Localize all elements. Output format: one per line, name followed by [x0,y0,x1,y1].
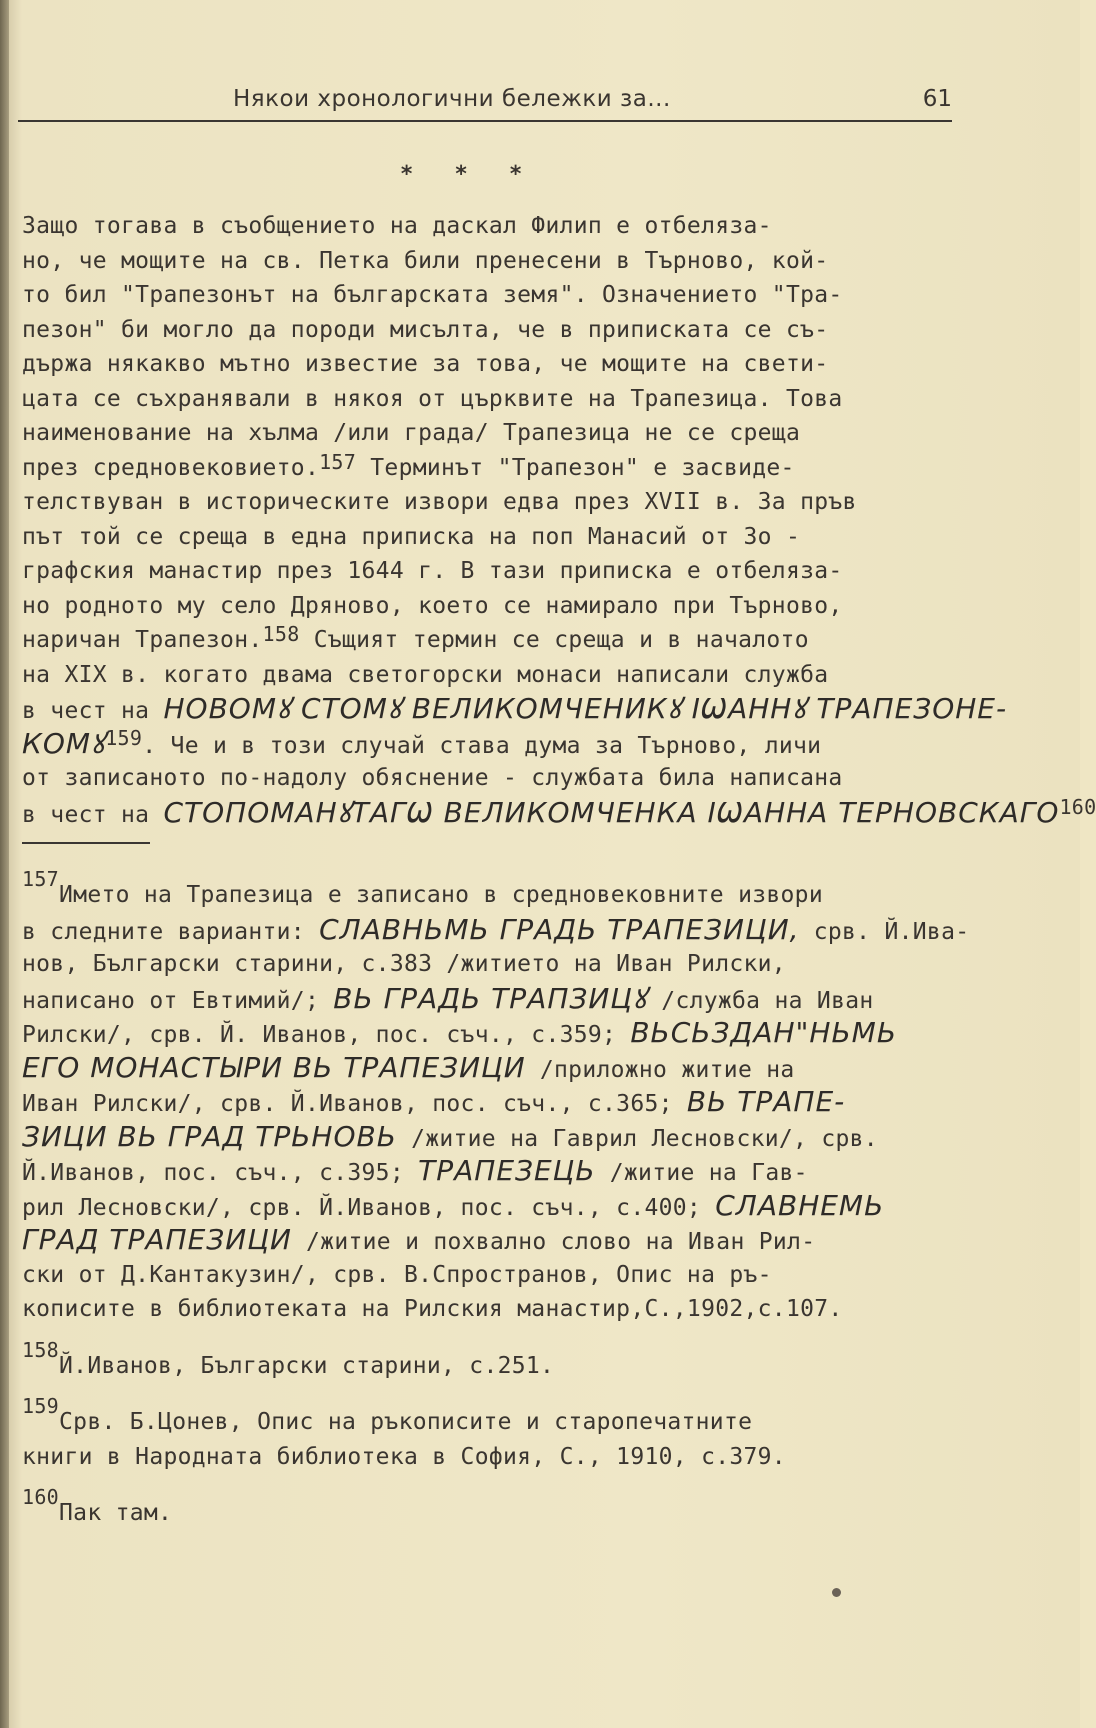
footnote-line [22,1085,972,1120]
text-line [22,589,962,624]
handwritten-church-slavonic: ЗИЦИ ВЬ ГРАД ТРЬНОВЬ [22,1119,397,1153]
footnotes [22,867,972,1531]
text-run: път той се среща в една приписка на поп Манасий от Зо - [22,523,801,550]
text-run: на XIX в. когато двама светогорски монаси написали служба [22,661,829,688]
text-line [22,347,962,382]
handwritten-church-slavonic: СТОПОМАНꙋТАГѠ ВЕЛИКОМЧЕНКА ІѠАННА ТЕРНОВСКАГО [163,795,1060,829]
footnote [22,1394,972,1474]
footnote-gap [22,1383,972,1405]
footnote-reference: 158 [262,622,300,646]
footnote-number: 157 [22,867,60,891]
text-run: ски от Д.Кантакузин/, срв. В.Спространов, Опис на ръ- [22,1261,772,1288]
handwritten-church-slavonic: ЕГО МОНАСТЫРИ ВЬ ТРАПЕЗИЦИ [22,1050,526,1084]
text-run: телствуван в историческите извори едва през XVII в. За пръв [22,489,857,515]
footnote-line [22,1189,972,1224]
text-run: /житие на Гаврил Лесновски/, срв. [396,1125,878,1152]
text-run: . Че и в този случай става дума за Търново, личи [142,732,822,759]
text-line [22,244,962,279]
text-run: в следните варианти: [22,918,320,945]
text-run: но, че мощите на св. Петка били пренесени в Търново, кой- [22,247,829,274]
section-separator: * * * [400,162,537,187]
text-run: Терминът "Трапезон" е засвиде- [356,454,795,481]
text-run: графския манастир през 1644 г. В тази приписка е отбеляза- [22,558,843,584]
text-run: кописите в библиотеката на Рилския манастир,С.,1902,с.107. [22,1296,843,1322]
text-run: /приложно житие на [525,1056,795,1083]
text-run: Й.Иванов, пос. съч., с.395; [22,1160,419,1186]
handwritten-church-slavonic: СЛАВНЕМЬ [715,1188,885,1222]
text-run: /житие на Гав- [595,1160,808,1186]
footnote-number: 158 [22,1337,60,1362]
footnote-line [22,947,972,982]
footnote-reference: 157 [319,449,357,474]
text-run: Името на Трапезица е записано в средновековните извори [59,882,823,908]
text-line [22,416,962,451]
text-line [22,692,1008,727]
handwritten-church-slavonic: НОВОМꙋ СТОМꙋ ВЕЛИКОМЧЕНИКꙋ ІѠАННꙋ ТРАПЕЗОНЕ- [163,692,1008,725]
footnote-line [22,982,972,1017]
header-title: Някои хронологични бележки за... [233,86,671,112]
text-run: рил Лесновски/, срв. Й.Иванов, пос. съч., с.400; [22,1194,716,1221]
footnote [22,1337,972,1384]
text-run: Й.Иванов, Български старини, с.251. [59,1352,555,1379]
footnote-line [22,1440,972,1475]
page-binding-edge [0,0,9,1728]
handwritten-church-slavonic: ВЬ ТРАПЕ- [686,1085,846,1118]
footnote-line [22,867,972,913]
main-text [22,209,1096,830]
text-run: държа някакво мътно известие за това, че мощите на свети- [22,351,829,377]
text-line [22,623,962,658]
footnote-line [22,1337,972,1384]
text-line [22,313,962,348]
text-run: в чест на [22,698,164,724]
footnote-line [22,1258,972,1293]
footnote [22,1485,972,1531]
text-run: от записаното по-надолу обяснение - службата била написана [22,765,843,791]
handwritten-church-slavonic: ТРАПЕЗЕЦЬ [418,1154,596,1187]
ink-spot [832,1588,841,1597]
text-line [22,761,962,796]
text-run: но родното му село Дряново, което се намирало при Търново, [22,592,843,619]
text-run: Рилски/, срв. Й. Иванов, пос. съч., с.359; [22,1022,631,1048]
footnote-line [22,1485,972,1531]
handwritten-church-slavonic: СЛАВНЬМЬ ГРАДЬ ТРАПЕЗИЦИ, [319,912,800,946]
footnote-line [22,1154,972,1189]
handwritten-church-slavonic: ВЬ ГРАДЬ ТРАПЗИЦꙋ [333,981,648,1015]
footnote-line [22,1223,972,1258]
text-run: Срв. Б.Цонев, Опис на ръкописите и старопечатните [59,1409,753,1435]
footnote-line [22,1292,972,1327]
text-line [22,382,962,417]
text-run: пезон" би могло да породи мисълта, че в приписката се съ- [22,316,829,343]
footnote-number: 159 [22,1394,60,1418]
text-run: Защо тогава в съобщението на даскал Филип е отбеляза- [22,213,772,239]
text-run: книги в Народната библиотека в София, С., 1910, с.379. [22,1443,786,1470]
running-header [18,86,952,122]
text-run: Същият термин се среща и в началото [299,627,809,653]
footnote-line [22,913,972,948]
text-line [22,451,962,486]
text-line [22,520,962,555]
footnote-line [22,1394,972,1440]
text-line [22,727,962,762]
text-line [22,658,962,693]
text-line [22,554,962,589]
text-line [22,485,962,520]
text-run: през средновековието. [22,454,320,481]
text-run: Иван Рилски/, срв. Й.Иванов, пос. съч., с.365; [22,1091,687,1117]
footnote-reference: 159 [105,725,143,750]
footnote-line [22,1016,972,1051]
footnote-number: 160 [22,1485,60,1509]
footnote-rule [22,842,150,844]
text-run: срв. Й.Ива- [799,918,970,945]
text-line [22,794,1096,831]
handwritten-church-slavonic: ВЬСЬЗДАН"НЬМЬ [630,1016,898,1049]
footnote-line [22,1051,972,1086]
handwritten-church-slavonic: КОМꙋ [22,726,106,760]
footnote-gap [22,1327,972,1349]
text-run: то бил "Трапезонът на българската земя". Означението "Тра- [22,282,843,308]
footnote-reference: 160 [1059,794,1096,819]
text-run: нов, Български старини, с.383 /житието на Иван Рилски, [22,951,786,977]
text-run: /житие и похвално слово на Иван Рил- [291,1229,816,1255]
text-run: цата се съхранявали в някоя от църквите на Трапезица. Това [22,385,843,412]
text-run: в чест на [22,801,164,828]
text-line [22,209,962,244]
text-run: /служба на Иван [647,987,874,1014]
footnote-gap [22,1474,972,1496]
footnote [22,867,972,1327]
text-line [22,278,962,313]
page-number: 61 [922,86,952,112]
text-run: наименование на хълма /или града/ Трапезица не се среща [22,420,801,446]
handwritten-church-slavonic: ГРАД ТРАПЕЗИЦИ [22,1223,292,1256]
text-run: Пак там. [59,1500,173,1526]
text-run: написано от Евтимий/; [22,987,334,1014]
footnote-line [22,1120,972,1155]
text-run: наричан Трапезон. [22,627,263,653]
